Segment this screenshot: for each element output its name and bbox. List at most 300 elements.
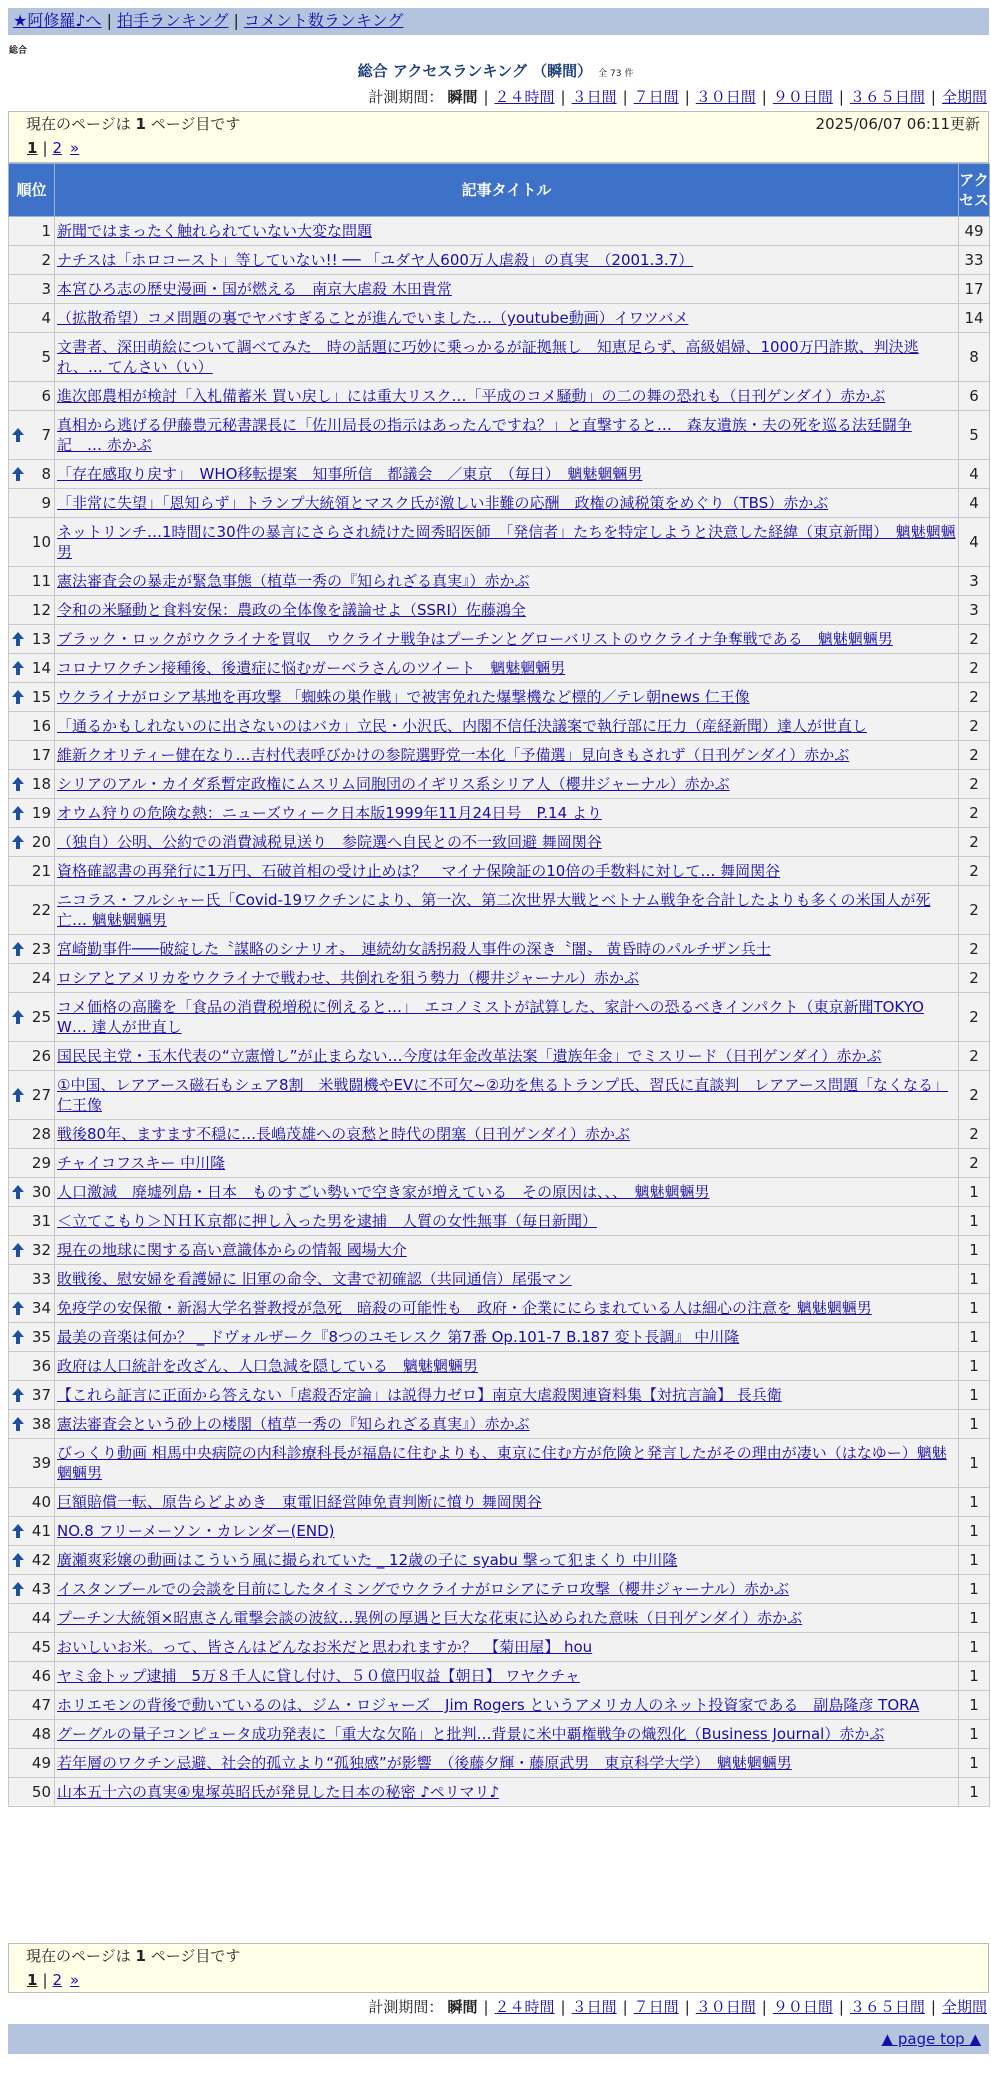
access-count: 49 xyxy=(959,217,990,246)
period-30d[interactable]: ３０日間 xyxy=(695,1998,756,2016)
table-row xyxy=(9,770,990,799)
rank-number: 31 xyxy=(31,1212,51,1230)
article-title-link[interactable]: 憲法審査会の暴走が緊急事態（植草一秀の『知られざる真実』）赤かぶ xyxy=(57,572,530,590)
title-cell xyxy=(55,1517,959,1546)
access-count: 1 xyxy=(959,1439,990,1488)
total-count: 全 73 件 xyxy=(598,69,634,79)
title-cell xyxy=(55,275,959,304)
article-title-link[interactable]: びっくり動画 相馬中央病院の内科診療科長が福島に住むよりも、東京に住む方が危険と発言したがその理由が凄い（はなゆー）魑魅魍魎男 xyxy=(57,1444,947,1482)
title-cell xyxy=(55,1294,959,1323)
title-cell xyxy=(55,625,959,654)
rank-cell xyxy=(9,1662,55,1691)
access-count: 2 xyxy=(959,993,990,1042)
period-selector-top: 計測期間： 瞬間 | ２４時間 | ３日間 | ７日間 | ３０日間 | ９０日間 | ３６５日間 | 全期間 xyxy=(368,88,987,106)
category-label: 総合 xyxy=(9,46,28,56)
title-cell xyxy=(55,799,959,828)
applause-ranking-link[interactable]: 拍手ランキング xyxy=(116,11,229,30)
access-count: 2 xyxy=(959,1120,990,1149)
rank-number: 25 xyxy=(31,1008,51,1026)
page-top-link[interactable]: ▲ page top ▲ xyxy=(881,2030,981,2048)
title-cell xyxy=(55,654,959,683)
title-cell xyxy=(55,1381,959,1410)
article-title-link[interactable]: 令和の米騒動と食料安保：農政の全体像を議論せよ（SSRI）佐藤鴻全 xyxy=(57,601,526,619)
title-cell xyxy=(55,1439,959,1488)
table-row xyxy=(9,625,990,654)
article-title-link[interactable]: 宮崎勤事件───破綻した〝謀略のシナリオ〟 連続幼女誘拐殺人事件の深き〝闇〟 黄昏時のパルチザン兵士 xyxy=(57,940,771,958)
rank-up-arrow-icon xyxy=(12,1582,24,1596)
article-title-link[interactable]: ブラック・ロックがウクライナを買収 ウクライナ戦争はプーチンとグローバリストのウクライナ争奪戦である 魑魅魍魎男 xyxy=(57,630,893,648)
access-count: 1 xyxy=(959,1604,990,1633)
article-title-link[interactable]: 新聞ではまったく触れられていない大変な問題 xyxy=(57,222,373,240)
rank-number: 21 xyxy=(31,862,51,880)
table-row xyxy=(9,489,990,518)
title-cell xyxy=(55,1120,959,1149)
rank-up-arrow-icon xyxy=(12,1088,24,1102)
rank-cell xyxy=(9,1236,55,1265)
rank-number: 28 xyxy=(31,1125,51,1143)
table-row xyxy=(9,217,990,246)
rank-cell xyxy=(9,460,55,489)
rank-number: 32 xyxy=(31,1241,51,1259)
table-row xyxy=(9,1517,990,1546)
rank-cell xyxy=(9,382,55,411)
page-info-top xyxy=(8,111,989,163)
title-cell xyxy=(55,518,959,567)
access-count: 1 xyxy=(959,1778,990,1807)
period-365d[interactable]: ３６５日間 xyxy=(849,88,925,106)
access-count: 1 xyxy=(959,1178,990,1207)
table-row xyxy=(9,275,990,304)
nav-separator: | xyxy=(233,11,239,30)
access-count: 2 xyxy=(959,935,990,964)
rank-up-arrow-icon xyxy=(12,467,24,481)
article-title-link[interactable]: 巨額賠償一転、原告らどよめき 東電旧経営陣免責判断に憤り 舞岡関谷 xyxy=(57,1493,542,1511)
table-row xyxy=(9,935,990,964)
rank-number: 17 xyxy=(31,746,51,764)
table-row xyxy=(9,460,990,489)
table-row xyxy=(9,1149,990,1178)
article-title-link[interactable]: 最美の音楽は何か？ _ ドヴォルザーク『8つのユモレスク 第7番 Op.101-7 B.187 変ト長調』 中川隆 xyxy=(57,1328,740,1346)
table-row xyxy=(9,1042,990,1071)
rank-number: 26 xyxy=(31,1047,51,1065)
rank-cell xyxy=(9,1352,55,1381)
current-page-number: 1 xyxy=(135,115,146,133)
rank-cell xyxy=(9,1294,55,1323)
table-row xyxy=(9,304,990,333)
article-title-link[interactable]: 若年層のワクチン忌避、社会的孤立より“孤独感”が影響 （後藤夕輝・藤原武男 東京科学大学） 魑魅魍魎男 xyxy=(57,1754,792,1772)
rank-cell xyxy=(9,1120,55,1149)
period-3d[interactable]: ３日間 xyxy=(571,88,617,106)
rank-cell xyxy=(9,1778,55,1807)
table-row xyxy=(9,333,990,382)
rank-up-arrow-icon xyxy=(12,632,24,646)
rank-cell xyxy=(9,217,55,246)
access-count: 2 xyxy=(959,1042,990,1071)
article-title-link[interactable]: 廣瀬爽彩嬢の動画はこういう風に撮られていた _ 12歳の子に syabu 撃って犯まくり 中川隆 xyxy=(57,1551,678,1569)
article-title-link[interactable]: 本宮ひろ志の歴史漫画・国が燃える 南京大虐殺 木田貴常 xyxy=(57,280,452,298)
title-cell xyxy=(55,217,959,246)
rank-cell xyxy=(9,275,55,304)
rank-up-arrow-icon xyxy=(12,777,24,791)
rank-number: 37 xyxy=(31,1386,51,1404)
table-row xyxy=(9,1720,990,1749)
rank-cell xyxy=(9,683,55,712)
rank-number: 15 xyxy=(31,688,51,706)
rank-up-arrow-icon xyxy=(12,428,24,442)
table-row xyxy=(9,382,990,411)
access-count: 1 xyxy=(959,1294,990,1323)
title-cell xyxy=(55,1662,959,1691)
access-count: 2 xyxy=(959,712,990,741)
page-info-text: 現在のページは 1 ページ目です xyxy=(26,115,241,133)
period-all[interactable]: 全期間 xyxy=(941,1998,987,2016)
title-cell xyxy=(55,770,959,799)
ranking-table xyxy=(8,163,990,1807)
pager-page-2[interactable]: 2 xyxy=(52,1971,63,1989)
page-info-bottom xyxy=(8,1943,989,1993)
article-title-link[interactable]: コメ価格の高騰を「食品の消費税増税に例えると…」 エコノミストが試算した、家計への恐るべきインパクト（東京新聞TOKYO W… 達人が世直し xyxy=(57,998,924,1036)
title-cell xyxy=(55,382,959,411)
rank-number: 16 xyxy=(31,717,51,735)
period-7d[interactable]: ７日間 xyxy=(633,1998,679,2016)
article-title-link[interactable]: ニコラス・フルシャー氏「Covid-19ワクチンにより、第一次、第二次世界大戦とベトナム戦争を合計したよりも多くの米国人が死亡… 魑魅魍魎男 xyxy=(57,891,931,929)
access-count: 1 xyxy=(959,1323,990,1352)
article-title-link[interactable]: ナチスは「ホロコースト」等していない!! ── 「ユダヤ人600万人虐殺」の真実 （2001.3.7） xyxy=(57,251,694,269)
rank-cell xyxy=(9,1517,55,1546)
pager-page-2[interactable]: 2 xyxy=(52,139,63,157)
rank-up-arrow-icon xyxy=(12,1185,24,1199)
footer-bar xyxy=(8,2024,989,2054)
title-cell xyxy=(55,1720,959,1749)
access-count: 2 xyxy=(959,770,990,799)
home-link[interactable]: ★阿修羅♪へ xyxy=(13,11,102,30)
rank-cell xyxy=(9,1381,55,1410)
article-title-link[interactable]: 山本五十六の真実④鬼塚英昭氏が発見した日本の秘密 ♪ペリマリ♪ xyxy=(57,1783,500,1801)
article-title-link[interactable]: 免疫学の安保徹・新潟大学名誉教授が急死 暗殺の可能性も 政府・企業ににらまれている人は細心の注意を 魑魅魍魎男 xyxy=(57,1299,872,1317)
title-cell xyxy=(55,1749,959,1778)
pager-next[interactable]: » xyxy=(70,1971,80,1989)
rank-up-arrow-icon xyxy=(12,1330,24,1344)
ranking-title xyxy=(0,62,991,83)
table-row xyxy=(9,1071,990,1120)
rank-cell xyxy=(9,993,55,1042)
rank-number: 33 xyxy=(31,1270,51,1288)
period-24h[interactable]: ２４時間 xyxy=(494,88,555,106)
title-cell xyxy=(55,1265,959,1294)
title-cell xyxy=(55,489,959,518)
article-title-link[interactable]: 国民民主党・玉木代表の“立憲憎し”が止まらない…今度は年金改革法案「遺族年金」でミスリード（日刊ゲンダイ）赤かぶ xyxy=(57,1047,882,1065)
pager-next[interactable]: » xyxy=(70,139,80,157)
rank-up-arrow-icon xyxy=(12,942,24,956)
access-count: 4 xyxy=(959,489,990,518)
article-title-link[interactable]: 「非常に失望」「恩知らず」トランプ大統領とマスク氏が激しい非難の応酬 政権の減税策をめぐり（TBS）赤かぶ xyxy=(57,494,829,512)
article-title-link[interactable]: 戦後80年、ますます不穏に…長嶋茂雄への哀愁と時代の閉塞（日刊ゲンダイ）赤かぶ xyxy=(57,1125,630,1143)
article-title-link[interactable]: 文書者、深田萌絵について調べてみた 時の話題に巧妙に乗っかるが証拠無し 知恵足らず、高級娼婦、1000万円詐欺、判決逃れ、… てんさい（い） xyxy=(57,338,919,376)
article-title-link[interactable]: イスタンブールでの会談を目前にしたタイミングでウクライナがロシアにテロ攻撃（櫻井ジャーナル）赤かぶ xyxy=(57,1580,790,1598)
access-count: 1 xyxy=(959,1381,990,1410)
rank-cell xyxy=(9,1546,55,1575)
rank-cell xyxy=(9,1207,55,1236)
access-count: 1 xyxy=(959,1633,990,1662)
title-cell xyxy=(55,1178,959,1207)
period-selector-bottom: 計測期間： 瞬間 | ２４時間 | ３日間 | ７日間 | ３０日間 | ９０日間 | ３６５日間 | 全期間 xyxy=(368,1998,987,2016)
article-title-link[interactable]: 真相から逃げる伊藤豊元秘書課長に「佐川局長の指示はあったんですね？」と直撃すると… 森友遺族・夫の死を巡る法廷闘争記 … 赤かぶ xyxy=(57,416,912,454)
title-cell xyxy=(55,1323,959,1352)
table-row xyxy=(9,1294,990,1323)
access-count: 14 xyxy=(959,304,990,333)
rank-number: 27 xyxy=(31,1086,51,1104)
table-row xyxy=(9,1691,990,1720)
top-nav-bar xyxy=(8,8,989,35)
rank-cell xyxy=(9,1691,55,1720)
article-title-link[interactable]: 「存在感取り戻す」 WHO移転提案 知事所信 都議会 ／東京 （毎日） 魑魅魍魎男 xyxy=(57,465,643,483)
title-cell xyxy=(55,935,959,964)
rank-cell xyxy=(9,654,55,683)
rank-cell xyxy=(9,741,55,770)
rank-number: 2 xyxy=(41,251,51,269)
rank-number: 13 xyxy=(31,630,51,648)
table-row xyxy=(9,799,990,828)
access-count: 1 xyxy=(959,1575,990,1604)
rank-number: 7 xyxy=(41,426,51,444)
rank-cell xyxy=(9,567,55,596)
rank-cell xyxy=(9,625,55,654)
table-row xyxy=(9,857,990,886)
article-title-link[interactable]: 政府は人口統計を改ざん、人口急減を隠している 魑魅魍魎男 xyxy=(57,1357,478,1375)
article-title-link[interactable]: ホリエモンの背後で動いているのは、ジム・ロジャーズ Jim Rogers というアメリカ人のネット投資家である 副島隆彦 TORA xyxy=(57,1696,920,1714)
title-cell xyxy=(55,1149,959,1178)
table-row xyxy=(9,246,990,275)
access-count: 1 xyxy=(959,1207,990,1236)
ranking-title-text: 総合 アクセスランキング （瞬間） xyxy=(357,62,593,80)
pager-current: 1 xyxy=(27,139,38,157)
article-title-link[interactable]: 【これら証言に正面から答えない「虐殺否定論」は説得力ゼロ】南京大虐殺関連資料集【対抗言論】 長兵衛 xyxy=(57,1386,782,1404)
rank-number: 6 xyxy=(41,387,51,405)
period-current: 瞬間 xyxy=(447,88,478,106)
period-3d[interactable]: ３日間 xyxy=(571,1998,617,2016)
table-row xyxy=(9,1604,990,1633)
rank-number: 4 xyxy=(41,309,51,327)
title-cell xyxy=(55,1410,959,1439)
access-count: 1 xyxy=(959,1749,990,1778)
access-count: 4 xyxy=(959,460,990,489)
rank-cell xyxy=(9,828,55,857)
rank-cell xyxy=(9,489,55,518)
header-title: 記事タイトル xyxy=(55,164,959,217)
table-row xyxy=(9,654,990,683)
title-cell xyxy=(55,1778,959,1807)
article-title-link[interactable]: 「通るかもしれないのに出さないのはバカ」立民・小沢氏、内閣不信任決議案で執行部に圧力（産経新聞）達人が世直し xyxy=(57,717,868,735)
table-row xyxy=(9,518,990,567)
rank-number: 35 xyxy=(31,1328,51,1346)
current-page-number: 1 xyxy=(135,1947,146,1965)
access-count: 2 xyxy=(959,654,990,683)
access-count: 1 xyxy=(959,1546,990,1575)
article-title-link[interactable]: 現在の地球に関する高い意識体からの情報 國場大介 xyxy=(57,1241,407,1259)
article-title-link[interactable]: チャイコフスキー 中川隆 xyxy=(57,1154,226,1172)
pager: 1 | 2 » xyxy=(27,139,80,157)
access-count: 8 xyxy=(959,333,990,382)
period-90d[interactable]: ９０日間 xyxy=(772,88,833,106)
rank-cell xyxy=(9,518,55,567)
rank-cell xyxy=(9,857,55,886)
title-cell xyxy=(55,1488,959,1517)
access-count: 1 xyxy=(959,1265,990,1294)
article-title-link[interactable]: ＜立てこもり＞ＮＨＫ京都に押し入った男を逮捕 人質の女性無事（毎日新聞） xyxy=(57,1212,598,1230)
article-title-link[interactable]: ヤミ金トップ逮捕 5万８千人に貸し付け、５０億円収益【朝日】 ワヤクチャ xyxy=(57,1667,580,1685)
access-count: 1 xyxy=(959,1720,990,1749)
period-30d[interactable]: ３０日間 xyxy=(695,88,756,106)
rank-up-arrow-icon xyxy=(12,1301,24,1315)
access-count: 2 xyxy=(959,741,990,770)
table-row xyxy=(9,1236,990,1265)
nav-separator: | xyxy=(106,11,112,30)
article-title-link[interactable]: ①中国、レアアース磁石もシェア8割 米戦闘機やEVに不可欠~②功を焦るトランプ氏、習氏に直談判 レアアース問題「なくなる」仁王像 xyxy=(57,1076,949,1114)
period-7d[interactable]: ７日間 xyxy=(633,88,679,106)
access-count: 1 xyxy=(959,1691,990,1720)
rank-number: 20 xyxy=(31,833,51,851)
table-row xyxy=(9,1410,990,1439)
rank-number: 11 xyxy=(31,572,51,590)
article-title-link[interactable]: （独自）公明、公約での消費減税見送り 参院選へ自民との不一致回避 舞岡関谷 xyxy=(57,833,602,851)
article-title-link[interactable]: （拡散希望）コメ問題の裏でヤバすぎることが進んでいました…（youtube動画）イワツバメ xyxy=(57,309,689,327)
article-title-link[interactable]: 資格確認書の再発行に1万円、石破首相の受け止めは？ マイナ保険証の10倍の手数料に対して… 舞岡関谷 xyxy=(57,862,781,880)
article-title-link[interactable]: 憲法審査会という砂上の楼閣（植草一秀の『知られざる真実』）赤かぶ xyxy=(57,1415,530,1433)
article-title-link[interactable]: コロナワクチン接種後、後遺症に悩むガーベラさんのツイート 魑魅魍魎男 xyxy=(57,659,566,677)
rank-number: 22 xyxy=(31,901,51,919)
rank-number: 43 xyxy=(31,1580,51,1598)
ranking-table-body xyxy=(9,217,990,1807)
table-row xyxy=(9,1778,990,1807)
article-title-link[interactable]: ネットリンチ…1時間に30件の暴言にさらされ続けた岡秀昭医師 「発信者」たちを特定しようと決意した経緯（東京新聞） 魑魅魍魎男 xyxy=(57,523,956,561)
table-row xyxy=(9,1381,990,1410)
rank-number: 44 xyxy=(31,1609,51,1627)
rank-cell xyxy=(9,1149,55,1178)
table-row xyxy=(9,1207,990,1236)
title-cell xyxy=(55,304,959,333)
access-count: 1 xyxy=(959,1488,990,1517)
title-cell xyxy=(55,1633,959,1662)
table-row xyxy=(9,964,990,993)
table-row xyxy=(9,1749,990,1778)
period-24h[interactable]: ２４時間 xyxy=(494,1998,555,2016)
title-cell xyxy=(55,246,959,275)
period-all[interactable]: 全期間 xyxy=(941,88,987,106)
rank-up-arrow-icon xyxy=(12,806,24,820)
rank-cell xyxy=(9,246,55,275)
article-title-link[interactable]: NO.8 フリーメーソン・カレンダー(END) xyxy=(57,1522,335,1540)
rank-cell xyxy=(9,964,55,993)
title-cell xyxy=(55,460,959,489)
rank-cell xyxy=(9,1071,55,1120)
rank-cell xyxy=(9,886,55,935)
rank-number: 12 xyxy=(31,601,51,619)
rank-cell xyxy=(9,1439,55,1488)
rank-cell xyxy=(9,1720,55,1749)
rank-number: 36 xyxy=(31,1357,51,1375)
article-title-link[interactable]: 維新クオリティー健在なり…吉村代表呼びかけの参院選野党一本化「予備選」見向きもされず（日刊ゲンダイ）赤かぶ xyxy=(57,746,850,764)
rank-number: 19 xyxy=(31,804,51,822)
title-cell xyxy=(55,333,959,382)
access-count: 3 xyxy=(959,567,990,596)
period-365d[interactable]: ３６５日間 xyxy=(849,1998,925,2016)
period-90d[interactable]: ９０日間 xyxy=(772,1998,833,2016)
access-count: 2 xyxy=(959,1149,990,1178)
rank-number: 8 xyxy=(41,465,51,483)
table-row xyxy=(9,1662,990,1691)
table-row xyxy=(9,1265,990,1294)
rank-number: 45 xyxy=(31,1638,51,1656)
title-cell xyxy=(55,596,959,625)
article-title-link[interactable]: グーグルの量子コンピュータ成功発表に「重大な欠陥」と批判…背景に米中覇権戦争の熾烈化（Business Journal）赤かぶ xyxy=(57,1725,885,1743)
access-count: 2 xyxy=(959,964,990,993)
rank-number: 46 xyxy=(31,1667,51,1685)
title-cell xyxy=(55,857,959,886)
title-cell xyxy=(55,964,959,993)
article-title-link[interactable]: 進次郎農相が検討「入札備蓄米 買い戻し」には重大リスク…「平成のコメ騒動」の二の舞の恐れも（日刊ゲンダイ）赤かぶ xyxy=(57,387,886,405)
rank-cell xyxy=(9,770,55,799)
article-title-link[interactable]: シリアのアル・カイダ系暫定政権にムスリム同胞団のイギリス系シリア人（櫻井ジャーナル）赤かぶ xyxy=(57,775,730,793)
title-cell xyxy=(55,1575,959,1604)
rank-cell xyxy=(9,1265,55,1294)
access-count: 3 xyxy=(959,596,990,625)
page-info-text: 現在のページは 1 ページ目です xyxy=(26,1947,241,1965)
rank-cell xyxy=(9,799,55,828)
article-title-link[interactable]: オウム狩りの危険な熱：ニューズウィーク日本版1999年11月24日号 P.14 より xyxy=(57,804,602,822)
rank-cell xyxy=(9,596,55,625)
title-cell xyxy=(55,683,959,712)
article-title-link[interactable]: ロシアとアメリカをウクライナで戦わせ、共倒れを狙う勢力（櫻井ジャーナル）赤かぶ xyxy=(57,969,640,987)
rank-cell xyxy=(9,1575,55,1604)
period-label: 計測期間： xyxy=(368,1998,444,2016)
article-title-link[interactable]: 敗戦後、慰安婦を看護婦に 旧軍の命令、文書で初確認（共同通信）尾張マン xyxy=(57,1270,572,1288)
access-count: 2 xyxy=(959,886,990,935)
rank-number: 23 xyxy=(31,940,51,958)
title-cell xyxy=(55,886,959,935)
rank-number: 47 xyxy=(31,1696,51,1714)
table-row xyxy=(9,828,990,857)
table-row xyxy=(9,993,990,1042)
article-title-link[interactable]: おいしいお米。って、皆さんはどんなお米だと思われますか？ 【菊田屋】 hou xyxy=(57,1638,593,1656)
title-cell xyxy=(55,1691,959,1720)
rank-cell xyxy=(9,1749,55,1778)
rank-up-arrow-icon xyxy=(12,835,24,849)
article-title-link[interactable]: プーチン大統領×昭恵さん電撃会談の波紋…異例の厚遇と巨大な花束に込められた意味（日刊ゲンダイ）赤かぶ xyxy=(57,1609,803,1627)
table-row xyxy=(9,683,990,712)
table-row xyxy=(9,1178,990,1207)
table-row xyxy=(9,1352,990,1381)
table-row xyxy=(9,886,990,935)
access-count: 1 xyxy=(959,1236,990,1265)
access-count: 2 xyxy=(959,683,990,712)
table-row xyxy=(9,596,990,625)
rank-cell xyxy=(9,1323,55,1352)
comment-ranking-link[interactable]: コメント数ランキング xyxy=(243,11,404,30)
access-count: 33 xyxy=(959,246,990,275)
rank-number: 38 xyxy=(31,1415,51,1433)
rank-number: 30 xyxy=(31,1183,51,1201)
title-cell xyxy=(55,1236,959,1265)
title-cell xyxy=(55,1207,959,1236)
access-count: 1 xyxy=(959,1352,990,1381)
article-title-link[interactable]: 人口激減 廃墟列島・日本 ものすごい勢いで空き家が増えている その原因は、、、 魑魅魍魎男 xyxy=(57,1183,710,1201)
rank-number: 39 xyxy=(31,1454,51,1472)
title-cell xyxy=(55,1604,959,1633)
rank-up-arrow-icon xyxy=(12,1524,24,1538)
rank-number: 3 xyxy=(41,280,51,298)
article-title-link[interactable]: ウクライナがロシア基地を再攻撃 「蜘蛛の巣作戦」で被害免れた爆撃機など標的／テレ朝news 仁王像 xyxy=(57,688,750,706)
table-row xyxy=(9,1120,990,1149)
